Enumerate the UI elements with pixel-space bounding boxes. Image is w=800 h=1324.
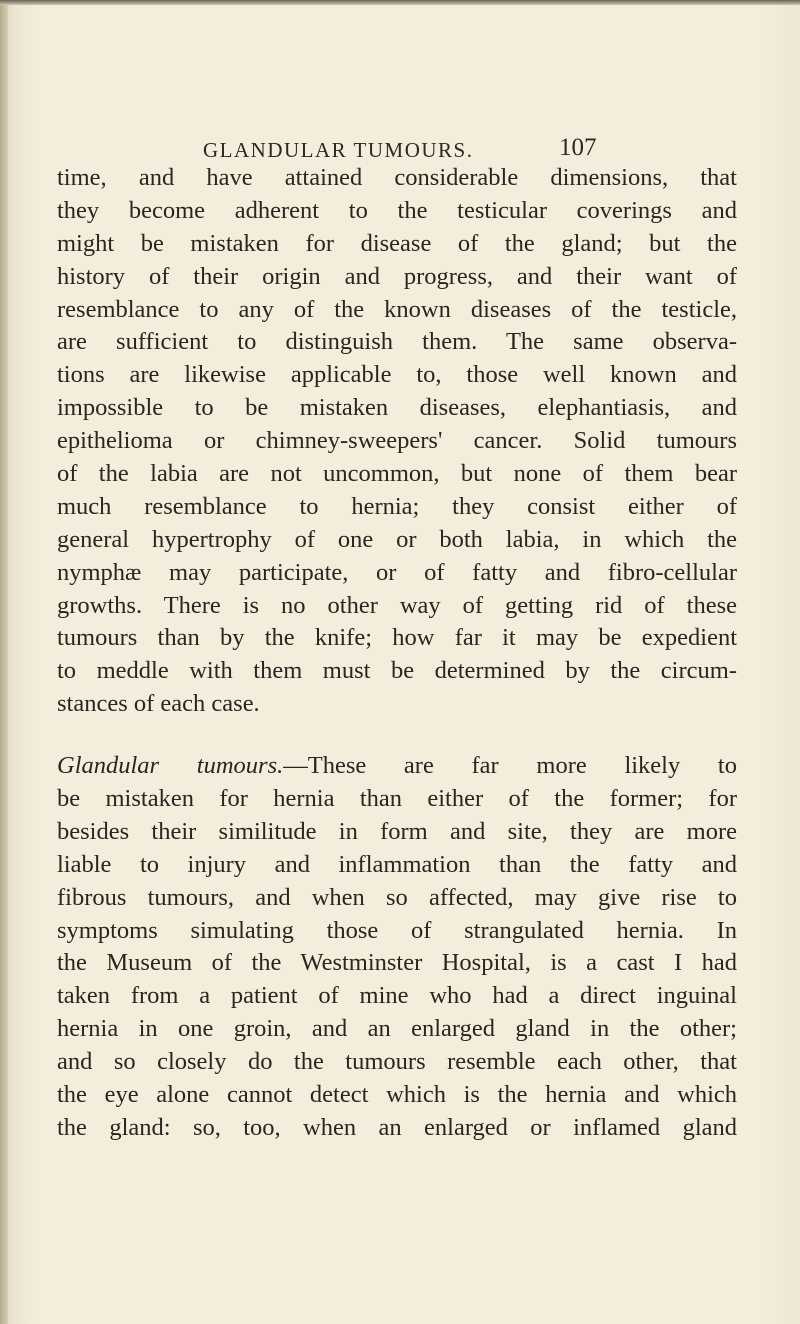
text-line: history of their origin and progress, and their want of xyxy=(57,262,737,290)
text-line: time, and have attained considerable dimensions, that xyxy=(57,164,737,191)
running-head: GLANDULAR TUMOURS. xyxy=(203,138,474,162)
text-line: liable to injury and inflammation than the fatty and xyxy=(57,850,737,878)
lead-line-rest: —These are far more likely to xyxy=(283,752,737,780)
section-lead-title: Glandular tumours. xyxy=(57,752,284,780)
body-text xyxy=(57,162,737,1145)
text-line: hernia in one groin, and an enlarged gland in the other; xyxy=(57,1015,737,1043)
text-line-lead xyxy=(57,750,737,783)
text-line: fibrous tumours, and when so affected, may give rise to xyxy=(57,883,737,911)
text-line: the eye alone cannot detect which is the hernia and which xyxy=(57,1081,737,1109)
text-line: growths. There is no other way of getting rid of these xyxy=(57,591,737,619)
text-line: symptoms simulating those of strangulated hernia. In xyxy=(57,916,737,944)
text-line: be mistaken for hernia than either of the former; for xyxy=(57,785,737,813)
text-line: epithelioma or chimney-sweepers' cancer. Solid tumours xyxy=(57,427,737,455)
binding-edge xyxy=(0,0,8,1324)
text-line: besides their similitude in form and site, they are more xyxy=(57,817,737,845)
text-line: they become adherent to the testicular coverings and xyxy=(57,196,737,224)
text-line: of the labia are not uncommon, but none of them bear xyxy=(57,460,737,488)
text-line: much resemblance to hernia; they consist either of xyxy=(57,492,737,520)
text-line: general hypertrophy of one or both labia, in which the xyxy=(57,525,737,553)
paragraph-gap xyxy=(57,721,737,750)
text-line: and so closely do the tumours resemble each other, that xyxy=(57,1048,737,1076)
text-line: stances of each case. xyxy=(57,690,260,718)
text-line: resemblance to any of the known diseases of the testicle, xyxy=(57,295,737,323)
text-line: tumours than by the knife; how far it may be expedient xyxy=(57,624,737,652)
text-line: taken from a patient of mine who had a direct inguinal xyxy=(57,982,737,1010)
text-line: impossible to be mistaken diseases, elephantiasis, and xyxy=(57,394,737,422)
text-line: the gland: so, too, when an enlarged or inflamed gland xyxy=(57,1113,737,1141)
paragraph-2 xyxy=(57,750,737,1145)
text-line: tions are likewise applicable to, those well known and xyxy=(57,361,737,389)
top-edge xyxy=(0,0,800,5)
page-number: 107 xyxy=(559,134,597,161)
text-line: to meddle with them must be determined by the circum- xyxy=(57,657,737,685)
paragraph-1 xyxy=(57,162,737,721)
text-line: might be mistaken for disease of the gland; but the xyxy=(57,229,737,257)
text-line: the Museum of the Westminster Hospital, is a cast I had xyxy=(57,949,737,977)
text-line: nymphæ may participate, or of fatty and fibro-cellular xyxy=(57,558,737,586)
text-line: are sufficient to distinguish them. The same observa- xyxy=(57,328,737,356)
